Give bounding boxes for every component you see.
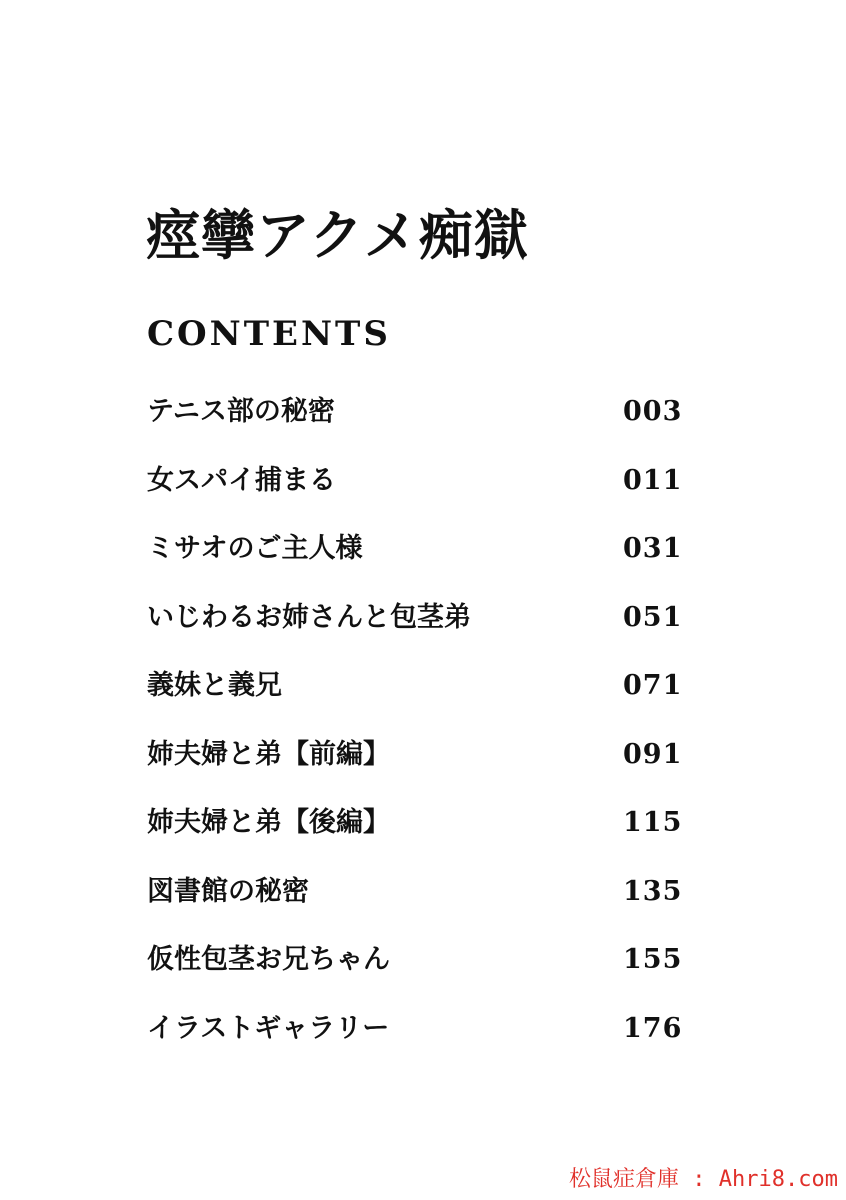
- toc-entry-title: いじわるお姉さんと包茎弟: [147, 601, 471, 633]
- toc-entry-page: 003: [623, 396, 683, 427]
- toc-entry-title: 姉夫婦と弟【後編】: [147, 807, 390, 838]
- toc-entry-title: 仮性包茎お兄ちゃん: [147, 944, 390, 975]
- toc-entry-page: 115: [623, 807, 683, 838]
- toc-entry-title: テニス部の秘密: [147, 396, 335, 427]
- toc-entry-title: 図書館の秘密: [147, 875, 309, 907]
- toc-entry-title: ミサオのご主人様: [147, 533, 363, 564]
- toc-entry: [147, 461, 687, 530]
- toc-entry-page: 091: [623, 738, 683, 770]
- toc-entry-page: 135: [623, 875, 683, 907]
- toc-entry: [147, 940, 687, 1009]
- toc-entry: [147, 735, 687, 804]
- table-of-contents: [147, 392, 687, 1077]
- toc-entry-page: 071: [623, 670, 683, 701]
- toc-entry-title: 女スパイ捕まる: [147, 464, 336, 496]
- toc-entry: [147, 1009, 687, 1078]
- toc-entry-page: 176: [623, 1012, 683, 1044]
- toc-entry-title: 姉夫婦と弟【前編】: [147, 738, 390, 770]
- toc-entry: [147, 872, 687, 941]
- toc-entry-page: 011: [623, 464, 683, 496]
- toc-entry-page: 155: [623, 944, 683, 975]
- page-title: 痙攣アクメ痴獄: [146, 203, 529, 267]
- toc-entry-page: 031: [623, 533, 683, 564]
- toc-entry: [147, 666, 687, 735]
- toc-entry: [147, 392, 687, 461]
- toc-entry: [147, 803, 687, 872]
- contents-heading: CONTENTS: [147, 314, 391, 354]
- toc-entry: [147, 598, 687, 667]
- watermark-text: 松鼠症倉庫 : Ahri8.com: [569, 1167, 838, 1192]
- toc-entry: [147, 529, 687, 598]
- toc-entry-title: 義妹と義兄: [147, 670, 282, 701]
- toc-entry-page: 051: [623, 601, 683, 633]
- toc-entry-title: イラストギャラリー: [147, 1012, 390, 1044]
